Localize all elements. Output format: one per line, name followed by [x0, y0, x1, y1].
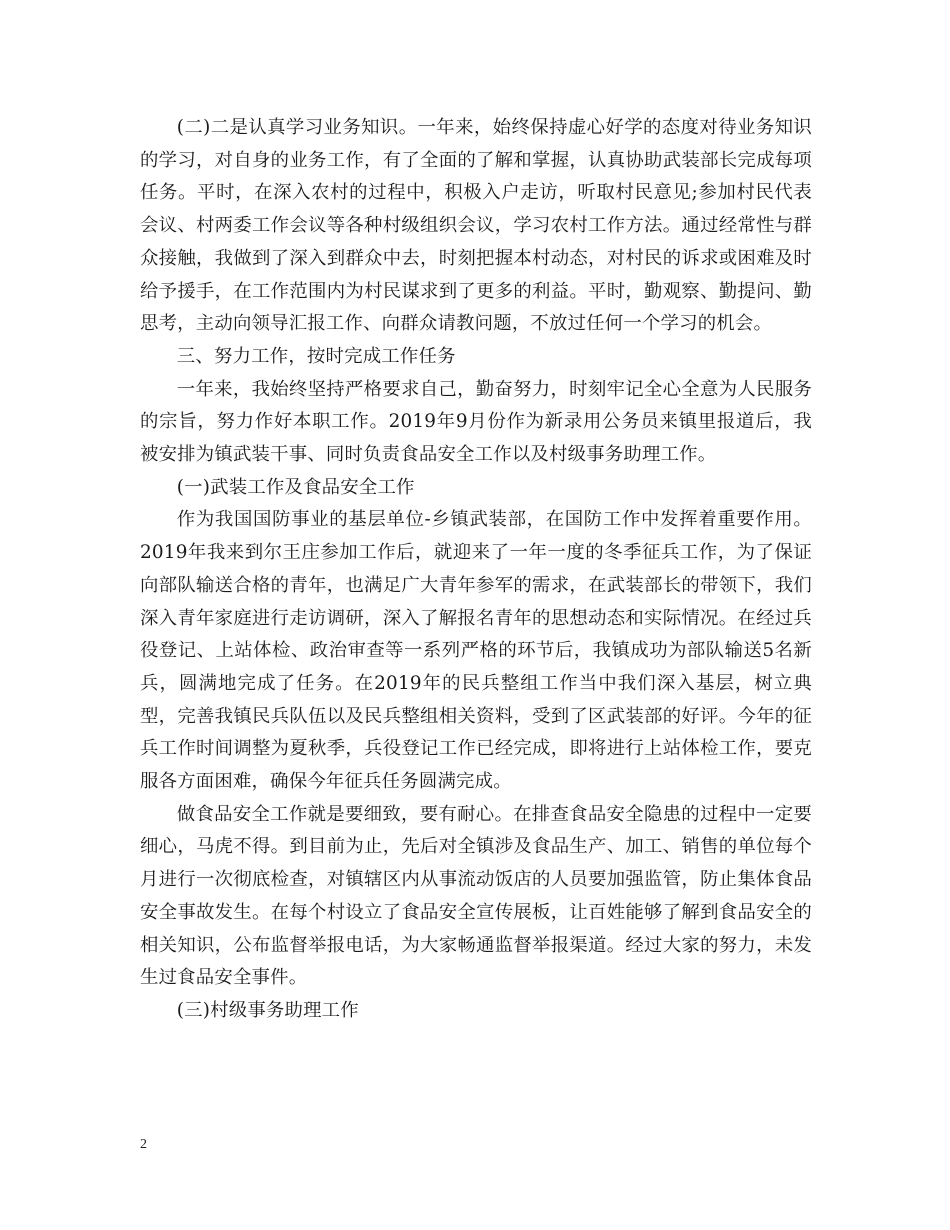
subheading-village-affairs: (三)村级事务助理工作: [176, 999, 359, 1021]
paragraph-food-safety: 做食品安全工作就是要细致，要有耐心。在排查食品安全隐患的过程中一定要细心，马虎不得。到目前为止，先后对全镇涉及食品生产、加工、销售的单位每个月进行一次彻底检查，对镇辖区内从事流动饭店的人员要加强监管，防止集体食品安全事故发生。在每个村设立了食品安全宣传展板，让百姓能够了解到食品安全的相关知识，公布监督举报电话，为大家畅通监督举报渠道。经过大家的努力，未发生过食品安全事件。: [140, 803, 812, 989]
document-body: [140, 112, 812, 1028]
page-number: 2: [140, 1137, 147, 1152]
paragraph-study: (二)二是认真学习业务知识。一年来，始终保持虚心好学的态度对待业务知识的学习，对自身的业务工作，有了全面的了解和掌握，认真协助武装部长完成每项任务。平时，在深入农村的过程中，积极入户走访，听取村民意见;参加村民代表会议、村两委工作会议等各种村级组织会议，学习农村工作方法。通过经常性与群众接触，我做到了深入到群众中去，时刻把握本村动态，对村民的诉求或困难及时给予援手，在工作范围内为村民谋求到了更多的利益。平时，勤观察、勤提问、勤思考，主动向领导汇报工作、向群众请教问题，不放过任何一个学习的机会。: [140, 117, 812, 335]
subheading-armed-food: (一)武装工作及食品安全工作: [176, 476, 415, 498]
section-heading-work: 三、努力工作，按时完成工作任务: [176, 345, 456, 367]
paragraph-armed-work: 作为我国国防事业的基层单位-乡镇武装部，在国防工作中发挥着重要作用。2019年我来到尔王庄参加工作后，就迎来了一年一度的冬季征兵工作，为了保证向部队输送合格的青年，也满足广大青年参军的需求，在武装部长的带领下，我们深入青年家庭进行走访调研，深入了解报名青年的思想动态和实际情况。在经过兵役登记、上站体检、政治审查等一系列严格的环节后，我镇成功为部队输送5名新兵，圆满地完成了任务。在2019年的民兵整组工作当中我们深入基层，树立典型，完善我镇民兵队伍以及民兵整组相关资料，受到了区武装部的好评。今年的征兵工作时间调整为夏秋季，兵役登记工作已经完成，即将进行上站体检工作，要克服各方面困难，确保今年征兵任务圆满完成。: [140, 509, 812, 793]
paragraph-year-summary: 一年来，我始终坚持严格要求自己，勤奋努力，时刻牢记全心全意为人民服务的宗旨，努力作好本职工作。2019年9月份作为新录用公务员来镇里报道后，我被安排为镇武装干事、同时负责食品安全工作以及村级事务助理工作。: [140, 378, 812, 466]
